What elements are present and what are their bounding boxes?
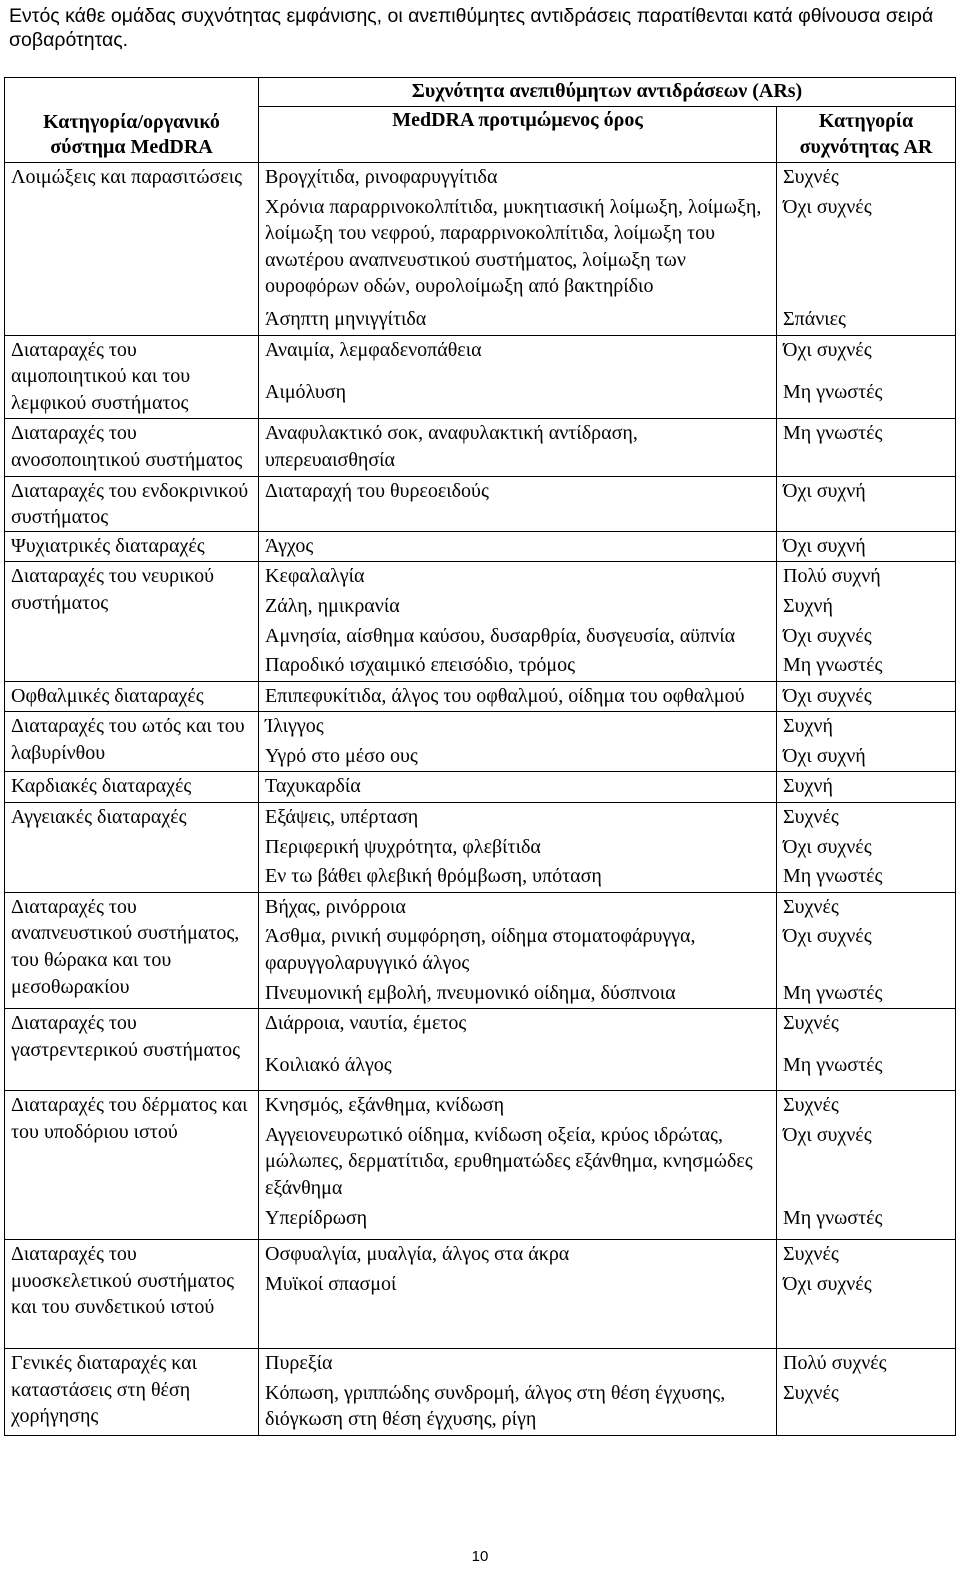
term-cell: Άγχος [259,531,777,562]
freq-cell: Όχι συχνές [777,1121,956,1204]
soc-cell: Αγγειακές διαταραχές [5,803,259,893]
term-cell: Περιφερική ψυχρότητα, φλεβίτιδα [259,833,777,863]
freq-cell: Όχι συχνές [777,193,956,302]
soc-cell: Διαταραχές του δέρματος και του υποδόριου ιστού [5,1091,259,1240]
soc-cell: Οφθαλμικές διαταραχές [5,681,259,712]
term-cell: Εξάψεις, υπέρταση [259,803,777,833]
freq-cell: Μη γνωστές [777,378,956,419]
term-cell: Αμνησία, αίσθημα καύσου, δυσαρθρία, δυσγευσία, αϋπνία [259,622,777,652]
term-cell: Υγρό στο μέσο ους [259,742,777,772]
term-cell: Αναφυλακτικό σοκ, αναφυλακτική αντίδραση, υπερευαισθησία [259,419,777,476]
term-cell: Κοιλιακό άλγος [259,1051,777,1091]
header-freq: Κατηγορία συχνότητας AR [777,107,956,163]
term-cell: Άσηπτη μηνιγγίτιδα [259,302,777,335]
term-cell: Άσθμα, ρινική συμφόρηση, οίδημα στοματοφάρυγγα, φαρυγγολαρυγγικό άλγος [259,922,777,978]
freq-cell: Συχνή [777,772,956,803]
soc-cell: Καρδιακές διαταραχές [5,772,259,803]
soc-cell: Ψυχιατρικές διαταραχές [5,531,259,562]
term-cell: Αιμόλυση [259,378,777,419]
freq-cell: Συχνές [777,1379,956,1436]
term-cell: Ταχυκαρδία [259,772,777,803]
freq-cell: Συχνές [777,163,956,193]
soc-cell: Διαταραχές του γαστρεντερικού συστήματος [5,1009,259,1091]
term-cell: Ζάλη, ημικρανία [259,592,777,622]
header-term: MedDRA προτιμώμενος όρος [259,107,777,163]
freq-cell: Όχι συχνές [777,681,956,712]
freq-cell: Συχνή [777,592,956,622]
soc-cell: Διαταραχές του ανοσοποιητικού συστήματος [5,419,259,476]
soc-cell: Διαταραχές του νευρικού συστήματος [5,562,259,681]
term-cell: Πνευμονική εμβολή, πνευμονικό οίδημα, δύσπνοια [259,979,777,1009]
freq-cell: Μη γνωστές [777,1051,956,1091]
term-cell: Εν τω βάθει φλεβική θρόμβωση, υπόταση [259,862,777,892]
term-cell: Μυϊκοί σπασμοί [259,1270,777,1349]
intro-paragraph: Εντός κάθε ομάδας συχνότητας εμφάνισης, οι ανεπιθύμητες αντιδράσεις παρατίθενται κατά φθίνουσα σειρά σοβαρότητας. [9,5,934,51]
term-cell: Οσφυαλγία, μυαλγία, άλγος στα άκρα [259,1240,777,1270]
freq-cell: Όχι συχνές [777,833,956,863]
term-cell: Βήχας, ρινόρροια [259,892,777,922]
page-number: 10 [471,1548,489,1565]
soc-cell: Λοιμώξεις και παρασιτώσεις [5,163,259,336]
freq-cell: Μη γνωστές [777,419,956,476]
term-cell: Κεφαλαλγία [259,562,777,592]
term-cell: Κνησμός, εξάνθημα, κνίδωση [259,1091,777,1121]
term-cell: Διάρροια, ναυτία, έμετος [259,1009,777,1051]
freq-cell: Συχνές [777,892,956,922]
soc-cell: Διαταραχές του μυοσκελετικού συστήματος και του συνδετικού ιστού [5,1240,259,1349]
freq-cell: Συχνές [777,1240,956,1270]
header-title: Συχνότητα ανεπιθύμητων αντιδράσεων (ARs) [259,78,956,107]
freq-cell: Συχνές [777,1009,956,1051]
term-cell: Επιπεφυκίτιδα, άλγος του οφθαλμού, οίδημα του οφθαλμού [259,681,777,712]
soc-cell: Διαταραχές του αναπνευστικού συστήματος, του θώρακα και του μεσοθωρακίου [5,892,259,1008]
freq-cell: Μη γνωστές [777,1204,956,1240]
freq-cell: Όχι συχνές [777,1270,956,1349]
freq-cell: Όχι συχνές [777,922,956,978]
freq-cell: Όχι συχνή [777,531,956,562]
freq-cell: Πολύ συχνή [777,562,956,592]
term-cell: Υπερίδρωση [259,1204,777,1240]
term-cell: Διαταραχή του θυρεοειδούς [259,476,777,531]
freq-cell: Συχνή [777,712,956,742]
freq-cell: Όχι συχνή [777,476,956,531]
header-soc: Κατηγορία/οργανικό σύστημα MedDRA [5,78,259,163]
freq-cell: Όχι συχνή [777,742,956,772]
freq-cell: Μη γνωστές [777,862,956,892]
term-cell: Πυρεξία [259,1349,777,1379]
freq-cell: Συχνές [777,1091,956,1121]
freq-cell: Μη γνωστές [777,979,956,1009]
freq-cell: Μη γνωστές [777,651,956,681]
term-cell: Ίλιγγος [259,712,777,742]
term-cell: Αναιμία, λεμφαδενοπάθεια [259,335,777,378]
soc-cell: Διαταραχές του ενδοκρινικού συστήματος [5,476,259,531]
term-cell: Βρογχίτιδα, ρινοφαρυγγίτιδα [259,163,777,193]
term-cell: Κόπωση, γριππώδης συνδρομή, άλγος στη θέση έγχυσης, διόγκωση στη θέση έγχυσης, ρίγη [259,1379,777,1436]
freq-cell: Πολύ συχνές [777,1349,956,1379]
term-cell: Χρόνια παραρρινοκολπίτιδα, μυκητιασική λοίμωξη, λοίμωξη, λοίμωξη του νεφρού, παραρρινοκολπίτιδα, λοίμωξη του ανωτέρου αναπνευστικού συστήματος, λοίμωξη των ουροφόρων οδών, ουρολοίμωξη από βακτηρίδιο [259,193,777,302]
adverse-reactions-table [4,77,956,1436]
soc-cell: Γενικές διαταραχές και καταστάσεις στη θέση χορήγησης [5,1349,259,1436]
term-cell: Αγγειονευρωτικό οίδημα, κνίδωση οξεία, κρύος ιδρώτας, μώλωπες, δερματίτιδα, ερυθηματώδες εξάνθημα, κνησμώδες εξάνθημα [259,1121,777,1204]
freq-cell: Όχι συχνές [777,335,956,378]
freq-cell: Σπάνιες [777,302,956,335]
soc-cell: Διαταραχές του ωτός και του λαβυρίνθου [5,712,259,772]
soc-cell: Διαταραχές του αιμοποιητικού και του λεμφικού συστήματος [5,335,259,419]
term-cell: Παροδικό ισχαιμικό επεισόδιο, τρόμος [259,651,777,681]
freq-cell: Συχνές [777,803,956,833]
freq-cell: Όχι συχνές [777,622,956,652]
